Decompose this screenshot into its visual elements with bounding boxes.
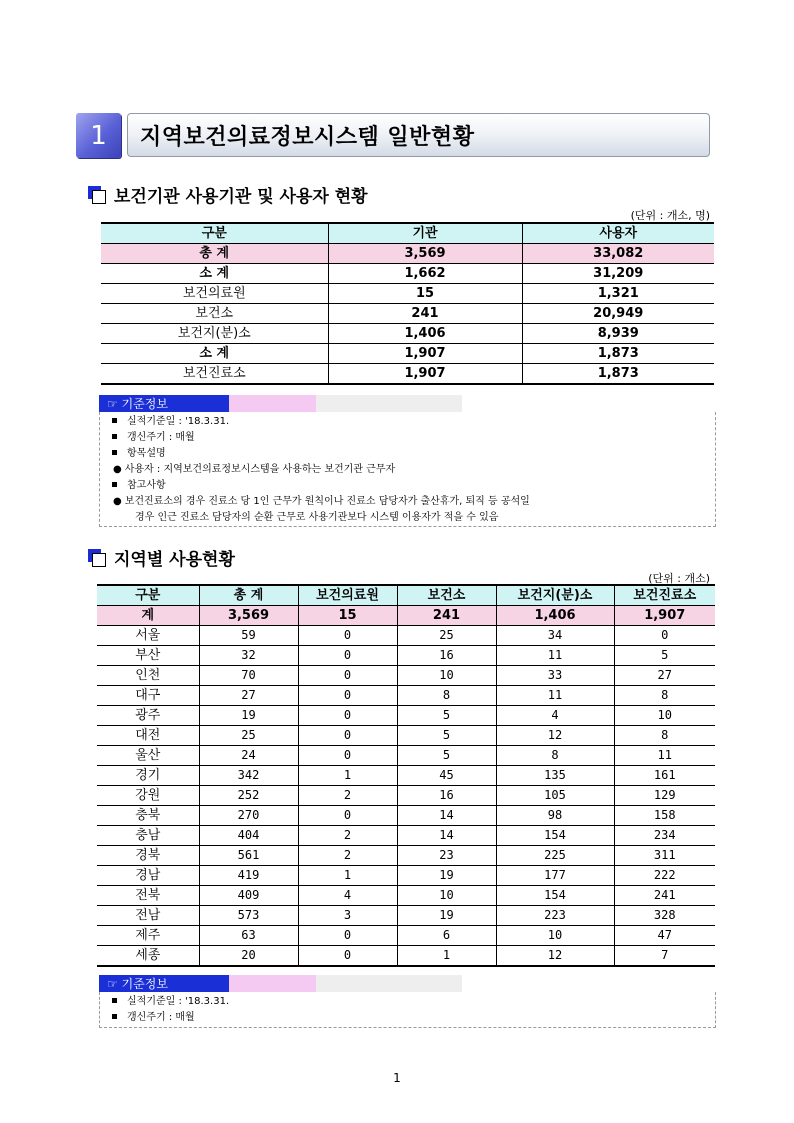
table-cell: 158: [614, 806, 715, 826]
table-cell: 0: [298, 726, 397, 746]
info-body: [99, 992, 716, 1028]
row-label: 세종: [97, 946, 199, 967]
row-label: 충남: [97, 826, 199, 846]
row-label: 계: [97, 606, 199, 626]
table-row: [97, 846, 715, 866]
table-cell: 2: [298, 826, 397, 846]
table-row: [97, 886, 715, 906]
table-cell: 2: [298, 786, 397, 806]
row-label: 소 계: [101, 264, 328, 284]
table-cell: 2: [298, 846, 397, 866]
page-title: 지역보건의료정보시스템 일반현황: [127, 113, 710, 157]
table-cell: 4: [496, 706, 614, 726]
row-label: 경북: [97, 846, 199, 866]
column-header: 보건의료원: [298, 585, 397, 606]
table-cell: 25: [397, 626, 496, 646]
table-cell: 311: [614, 846, 715, 866]
table-row: [101, 264, 714, 284]
row-label: 전남: [97, 906, 199, 926]
table-cell: 223: [496, 906, 614, 926]
table-cell: 342: [199, 766, 298, 786]
table-cell: 45: [397, 766, 496, 786]
row-label: 서울: [97, 626, 199, 646]
info-box-2: [99, 975, 716, 1028]
table-row: [97, 806, 715, 826]
table-cell: 25: [199, 726, 298, 746]
table-cell: 4: [298, 886, 397, 906]
section1-heading: [88, 182, 368, 207]
info-tab: [99, 975, 716, 992]
table-cell: 1,406: [496, 606, 614, 626]
table-row: [97, 826, 715, 846]
table-row: [101, 304, 714, 324]
column-header: 총 계: [199, 585, 298, 606]
section1-table: [101, 222, 714, 385]
table-cell: 1,321: [522, 284, 714, 304]
table-row: [97, 906, 715, 926]
table-cell: 27: [199, 686, 298, 706]
table-cell: 1,873: [522, 344, 714, 364]
table-cell: 10: [397, 886, 496, 906]
table-cell: 33,082: [522, 244, 714, 264]
table-cell: 27: [614, 666, 715, 686]
table-cell: 24: [199, 746, 298, 766]
row-label: 광주: [97, 706, 199, 726]
table-cell: 328: [614, 906, 715, 926]
table-cell: 12: [496, 726, 614, 746]
row-label: 경남: [97, 866, 199, 886]
table-row: [97, 946, 715, 967]
table-cell: 0: [298, 946, 397, 967]
row-label: 제주: [97, 926, 199, 946]
table-row: [97, 866, 715, 886]
table-cell: 1: [298, 866, 397, 886]
row-label: 울산: [97, 746, 199, 766]
info-line: 갱신주기 : 매월: [108, 430, 707, 446]
table-cell: 98: [496, 806, 614, 826]
section-number-badge: 1: [76, 113, 121, 158]
table-cell: 10: [397, 666, 496, 686]
section1-unit: (단위 : 개소, 명): [630, 209, 710, 222]
table-cell: 0: [614, 626, 715, 646]
table-cell: 59: [199, 626, 298, 646]
table-cell: 8: [614, 686, 715, 706]
table-row: [97, 766, 715, 786]
table-cell: 135: [496, 766, 614, 786]
table-cell: 129: [614, 786, 715, 806]
column-header: 사용자: [522, 223, 714, 244]
table-cell: 154: [496, 886, 614, 906]
table-cell: 161: [614, 766, 715, 786]
row-label: 보건진료소: [101, 364, 328, 385]
checkbox-bullet-icon: [88, 549, 106, 567]
table-cell: 12: [496, 946, 614, 967]
info-line: 실적기준일 : '18.3.31.: [108, 414, 707, 430]
column-header: 기관: [328, 223, 522, 244]
table-cell: 5: [397, 746, 496, 766]
table-cell: 63: [199, 926, 298, 946]
page-number: 1: [393, 1071, 401, 1085]
section1-heading-text: 보건기관 사용기관 및 사용자 현황: [114, 187, 368, 207]
table-cell: 1,907: [328, 344, 522, 364]
table-row: [97, 706, 715, 726]
info-tab-label: ☞ 기준정보: [99, 395, 229, 412]
row-label: 충북: [97, 806, 199, 826]
info-box-1: [99, 395, 716, 527]
table-cell: 16: [397, 786, 496, 806]
table-cell: 31,209: [522, 264, 714, 284]
table-row: [97, 726, 715, 746]
table-cell: 222: [614, 866, 715, 886]
table-cell: 1,406: [328, 324, 522, 344]
table-cell: 10: [614, 706, 715, 726]
row-label: 부산: [97, 646, 199, 666]
table-row: [101, 284, 714, 304]
table-row: [101, 244, 714, 264]
table-cell: 0: [298, 706, 397, 726]
table-cell: 252: [199, 786, 298, 806]
table-cell: 14: [397, 806, 496, 826]
table-cell: 6: [397, 926, 496, 946]
info-line: ● 사용자 : 지역보건의료정보시스템을 사용하는 보건기관 근무자: [113, 464, 396, 475]
table-cell: 5: [397, 706, 496, 726]
section2-heading: [88, 545, 235, 570]
table-row: [97, 686, 715, 706]
info-tab: [99, 395, 716, 412]
row-label: 보건지(분)소: [101, 324, 328, 344]
section2-heading-text: 지역별 사용현황: [114, 550, 235, 570]
table-cell: 105: [496, 786, 614, 806]
table-cell: 8: [496, 746, 614, 766]
table-cell: 19: [397, 906, 496, 926]
table-cell: 234: [614, 826, 715, 846]
table-cell: 154: [496, 826, 614, 846]
table-cell: 11: [614, 746, 715, 766]
row-label: 대구: [97, 686, 199, 706]
table-cell: 1,873: [522, 364, 714, 385]
table-cell: 15: [298, 606, 397, 626]
table-cell: 20: [199, 946, 298, 967]
table-cell: 5: [614, 646, 715, 666]
checkbox-bullet-icon: [88, 186, 106, 204]
table-cell: 241: [397, 606, 496, 626]
info-line: 실적기준일 : '18.3.31.: [108, 994, 707, 1010]
info-line: 갱신주기 : 매월: [108, 1010, 707, 1026]
row-label: 강원: [97, 786, 199, 806]
table-cell: 225: [496, 846, 614, 866]
table-cell: 23: [397, 846, 496, 866]
table-row: [97, 786, 715, 806]
table-cell: 3: [298, 906, 397, 926]
table-cell: 10: [496, 926, 614, 946]
table-row: [101, 324, 714, 344]
table-cell: 19: [199, 706, 298, 726]
table-header-row: [97, 585, 715, 606]
row-label: 소 계: [101, 344, 328, 364]
table-cell: 34: [496, 626, 614, 646]
table-header-row: [101, 223, 714, 244]
table-cell: 7: [614, 946, 715, 967]
table-cell: 5: [397, 726, 496, 746]
column-header: 보건지(분)소: [496, 585, 614, 606]
table-cell: 241: [614, 886, 715, 906]
table-row: [101, 364, 714, 385]
table-row: [101, 344, 714, 364]
table-cell: 16: [397, 646, 496, 666]
table-cell: 33: [496, 666, 614, 686]
table-cell: 1: [298, 766, 397, 786]
section2-table: [97, 584, 715, 967]
table-cell: 0: [298, 666, 397, 686]
table-cell: 419: [199, 866, 298, 886]
column-header: 구분: [97, 585, 199, 606]
table-cell: 8: [397, 686, 496, 706]
row-label: 대전: [97, 726, 199, 746]
column-header: 구분: [101, 223, 328, 244]
table-cell: 15: [328, 284, 522, 304]
table-cell: 8,939: [522, 324, 714, 344]
info-body: [99, 412, 716, 527]
table-cell: 1,907: [614, 606, 715, 626]
table-cell: 0: [298, 646, 397, 666]
table-row: [97, 746, 715, 766]
table-cell: 19: [397, 866, 496, 886]
table-cell: 177: [496, 866, 614, 886]
table-cell: 11: [496, 646, 614, 666]
info-line: 경우 인근 진료소 담당자의 순환 근무로 사용기관보다 시스템 이용자가 적을 수 있음: [135, 512, 499, 523]
table-row: [97, 626, 715, 646]
section2-unit: (단위 : 개소): [648, 572, 710, 585]
info-line: 항목설명: [108, 446, 707, 462]
table-cell: 0: [298, 626, 397, 646]
table-cell: 11: [496, 686, 614, 706]
table-cell: 3,569: [199, 606, 298, 626]
total-row: [97, 606, 715, 626]
table-cell: 241: [328, 304, 522, 324]
table-cell: 0: [298, 746, 397, 766]
table-cell: 32: [199, 646, 298, 666]
table-cell: 561: [199, 846, 298, 866]
table-cell: 573: [199, 906, 298, 926]
table-row: [97, 666, 715, 686]
table-cell: 3,569: [328, 244, 522, 264]
table-cell: 20,949: [522, 304, 714, 324]
row-label: 전북: [97, 886, 199, 906]
table-cell: 1,662: [328, 264, 522, 284]
table-cell: 0: [298, 926, 397, 946]
info-line: 참고사항: [108, 478, 707, 494]
table-cell: 270: [199, 806, 298, 826]
table-cell: 1,907: [328, 364, 522, 385]
info-line: ● 보건진료소의 경우 진료소 당 1인 근무가 원칙이나 진료소 담당자가 출산휴가, 퇴직 등 공석일: [113, 496, 530, 507]
column-header: 보건진료소: [614, 585, 715, 606]
column-header: 보건소: [397, 585, 496, 606]
table-row: [97, 926, 715, 946]
info-tab-label: ☞ 기준정보: [99, 975, 229, 992]
row-label: 경기: [97, 766, 199, 786]
table-row: [97, 646, 715, 666]
table-cell: 0: [298, 686, 397, 706]
row-label: 총 계: [101, 244, 328, 264]
table-cell: 404: [199, 826, 298, 846]
row-label: 인천: [97, 666, 199, 686]
table-cell: 14: [397, 826, 496, 846]
table-cell: 70: [199, 666, 298, 686]
table-cell: 409: [199, 886, 298, 906]
table-cell: 8: [614, 726, 715, 746]
row-label: 보건소: [101, 304, 328, 324]
table-cell: 0: [298, 806, 397, 826]
row-label: 보건의료원: [101, 284, 328, 304]
table-cell: 47: [614, 926, 715, 946]
table-cell: 1: [397, 946, 496, 967]
